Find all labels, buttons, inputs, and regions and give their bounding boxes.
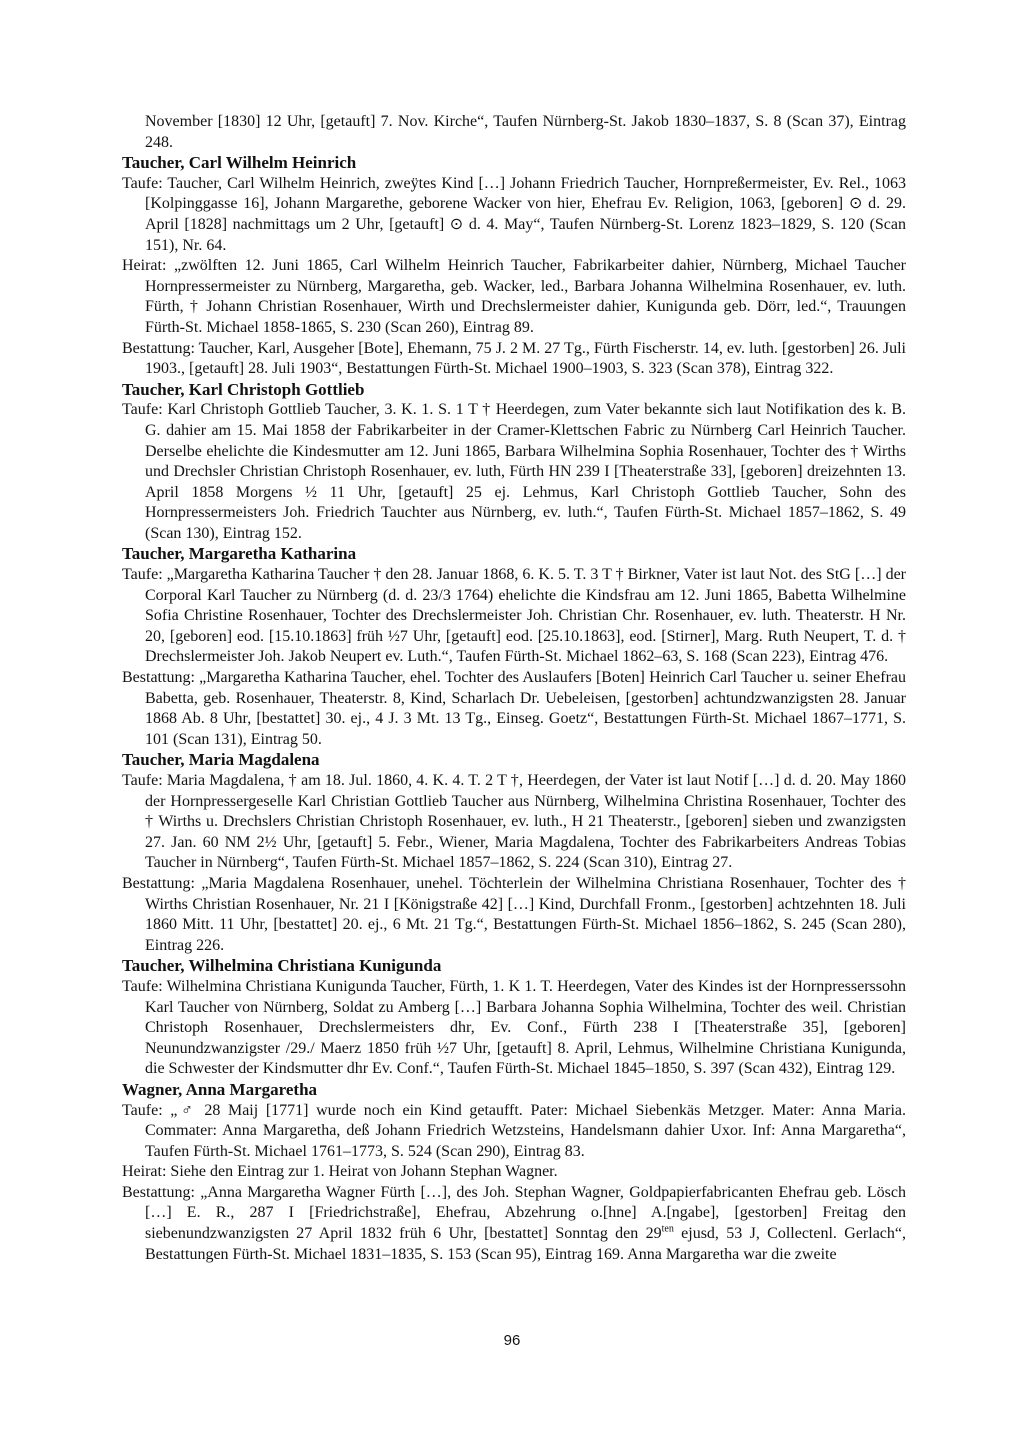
- paragraph-segment: ejusd, 53 J, Collectenl. Gerlach“, Bestattungen Fürth-St. Michael 1831–1835, S. 153 (Scan 95), Eintrag 169. Anna Margaretha war die zweite: [145, 1225, 906, 1263]
- record-paragraph: Heirat: Siehe den Eintrag zur 1. Heirat von Johann Stephan Wagner.: [122, 1163, 558, 1181]
- paragraph-segment: Bestattung: „Anna Margaretha Wagner Fürth […], des Joh. Stephan Wagner, Goldpapierfabricanten Ehefrau geb. Lösch […] E. R., 287 I [Friedrichstraße], Ehefrau, Abzehrung o.[hne] A.[ngabe], [gestorben] Freitag den siebenundzwanzigsten 27 April 1832 früh 6 Uhr, [bestattet] Sonntag den 29: [122, 1183, 906, 1243]
- record-paragraph: Heirat: „zwölften 12. Juni 1865, Carl Wilhelm Heinrich Taucher, Fabrikarbeiter dahier, Nürnberg, Michael Taucher Hornpressermeister zu Nürnberg, Margaretha, geb. Wacker, led., Barbara Johanna Wilhelmina Rosenhauer, ev. luth. Fürth, † Johann Christian Rosenhauer, Wirth und Drechslermeister dahier, Kunigunda geb. Dörr, led.“, Trauungen Fürth-St. Michael 1858-1865, S. 230 (Scan 260), Eintrag 89.: [122, 257, 906, 336]
- page-number: 96: [503, 1332, 521, 1349]
- record-paragraph: Taufe: Wilhelmina Christiana Kunigunda Taucher, Fürth, 1. K 1. T. Heerdegen, Vater des Kindes ist der Hornpresserssohn Karl Taucher von Nürnberg, Soldat zu Amberg […] Barbara Johanna Sophia Wilhelmina, Tochter des weil. Christian Christoph Rosenhauer, Drechslermeisters dhr, Ev. Conf., Fürth 238 I [Theaterstraße 35], [geboren] Neunundzwanzigster /29./ Maerz 1850 früh ½7 Uhr, [getauft] 8. April, Lehmus, Wilhelmine Christiana Kunigunda, die Schwester der Kindsmutter dhr Ev. Conf.“, Taufen Fürth-St. Michael 1845–1850, S. 397 (Scan 432), Eintrag 129.: [122, 977, 906, 1078]
- paragraph-continuation: November [1830] 12 Uhr, [getauft] 7. Nov. Kirche“, Taufen Nürnberg-St. Jakob 1830–1837, S. 8 (Scan 37), Eintrag 248.: [145, 113, 906, 151]
- section-heading: Taucher, Maria Magdalena: [122, 750, 320, 770]
- superscript-text: ten: [661, 1223, 674, 1235]
- section-heading: Wagner, Anna Margaretha: [122, 1079, 318, 1099]
- record-paragraph: Taufe: „♂ 28 Maij [1771] wurde noch ein Kind getaufft. Pater: Michael Siebenkäs Metzger. Mater: Anna Maria. Commater: Anna Margaretha, deß Johann Friedrich Wetzsteins, Handelsmann dahier Uxor. Inf: Anna Margaretha“, Taufen Fürth-St. Michael 1761–1773, S. 524 (Scan 290), Eintrag 83.: [122, 1101, 906, 1160]
- section-heading: Taucher, Wilhelmina Christiana Kunigunda: [122, 956, 442, 976]
- record-paragraph: Bestattung: Taucher, Karl, Ausgeher [Bote], Ehemann, 75 J. 2 M. 27 Tg., Fürth Fischerstr. 14, ev. luth. [gestorben] 26. Juli 1903., [getauft] 28. Juli 1903“, Bestattungen Fürth-St. Michael 1900–1903, S. 323 (Scan 378), Eintrag 322.: [122, 339, 906, 378]
- document-body: [122, 112, 906, 1265]
- record-paragraph: Taufe: Maria Magdalena, † am 18. Jul. 1860, 4. K. 4. T. 2 T †, Heerdegen, der Vater ist laut Notif […] d. d. 20. May 1860 der Hornpressergeselle Karl Christian Gottlieb Taucher aus Nürnberg, Wilhelmina Christina Rosenhauer, Tochter des † Wirths u. Drechslers Christian Christoph Rosenhauer, ev. luth., H 21 Theaterstr., [geboren] sieben und zwanzigsten 27. Jan. 60 NM 2½ Uhr, [getauft] 5. Febr., Wiener, Maria Magdalena, Tochter des Fabrikarbeiters Andreas Tobias Taucher in Nürnberg“, Taufen Fürth-St. Michael 1857–1862, S. 224 (Scan 310), Eintrag 27.: [122, 772, 906, 872]
- section-heading: Taucher, Karl Christoph Gottlieb: [122, 379, 365, 399]
- record-paragraph: Taufe: „Margaretha Katharina Taucher † den 28. Januar 1868, 6. K. 5. T. 3 T † Birkner, Vater ist laut Not. des StG […] der Corporal Karl Taucher zu Nürnberg (d. d. 23/3 1764) ehelichte die Kindsfrau am 12. Juni 1865, Babetta Wilhelmine Sofia Christine Rosenhauer, Tochter des Drechslermeister Joh. Christian Chr. Rosenhauer, ev. luth. Theaterstr. H Nr. 20, [geboren] eod. [15.10.1863] früh ½7 Uhr, [getauft] eod. [25.10.1863], eod. [Stirner], Marg. Ruth Neupert, T. d. † Drechslermeister Joh. Jakob Neupert ev. Luth.“, Taufen Fürth-St. Michael 1862–63, S. 168 (Scan 223), Eintrag 476.: [122, 566, 906, 666]
- record-paragraph: Taufe: Karl Christoph Gottlieb Taucher, 3. K. 1. S. 1 T † Heerdegen, zum Vater bekannte sich laut Notifikation des k. B. G. dahier am 15. Mai 1858 der Fabrikarbeiter in der Cramer-Klettschen Fabric zu Nürnberg Carl Heinrich Taucher. Derselbe ehelichte die Kindesmutter am 12. Juni 1865, Barbara Wilhelmina Sophia Rosenhauer, Tochter des † Wirths und Drechsler Christian Christoph Rosenhauer, ev. luth, Fürth HN 239 I [Theaterstraße 33], [geboren] dreizehnten 13. April 1858 Morgens ½ 11 Uhr, [getauft] 25 ej. Lehmus, Karl Christoph Gottlieb Taucher, Sohn des Hornpressermeisters Joh. Friedrich Tauchter aus Nürnberg, ev. luth.“, Taufen Fürth-St. Michael 1857–1862, S. 49 (Scan 130), Eintrag 152.: [122, 401, 906, 542]
- section-heading: Taucher, Carl Wilhelm Heinrich: [122, 153, 357, 173]
- section-heading: Taucher, Margaretha Katharina: [122, 544, 357, 564]
- record-paragraph: [122, 1183, 906, 1265]
- record-paragraph: Bestattung: „Margaretha Katharina Taucher, ehel. Tochter des Auslaufers [Boten] Heinrich Carl Taucher u. seiner Ehefrau Babetta, geb. Rosenhauer, Theaterstr. 8, Kind, Scharlach Dr. Uebeleisen, [gestorben] achtundzwanzigsten 28. Januar 1868 Ab. 8 Uhr, [bestattet] 30. ej., 4 J. 3 Mt. 13 Tg., Einseg. Goetz“, Bestattungen Fürth-St. Michael 1867–1771, S. 101 (Scan 131), Eintrag 50.: [122, 669, 906, 748]
- record-paragraph: Taufe: Taucher, Carl Wilhelm Heinrich, zweÿtes Kind […] Johann Friedrich Taucher, Hornpreßermeister, Ev. Rel., 1063 [Kolpinggasse 16], Johann Margarethe, geborene Wacker von hier, Ehefrau Ev. Religion, 1063, [geboren] ⊙ d. 29. April [1828] nachmittags um 2 Uhr, [getauft] ⊙ d. 4. May“, Taufen Nürnberg-St. Lorenz 1823–1829, S. 120 (Scan 151), Nr. 64.: [122, 174, 906, 254]
- record-paragraph: Bestattung: „Maria Magdalena Rosenhauer, unehel. Töchterlein der Wilhelmina Christiana Rosenhauer, Tochter des † Wirths Christian Rosenhauer, Nr. 21 I [Königstraße 42] […] Kind, Durchfall Fronm., [gestorben] achtzehnten 18. Juli 1860 Mitt. 11 Uhr, [bestattet] 20. ej., 6 Mt. 21 Tg.“, Bestattungen Fürth-St. Michael 1856–1862, S. 245 (Scan 280), Eintrag 226.: [122, 874, 906, 954]
